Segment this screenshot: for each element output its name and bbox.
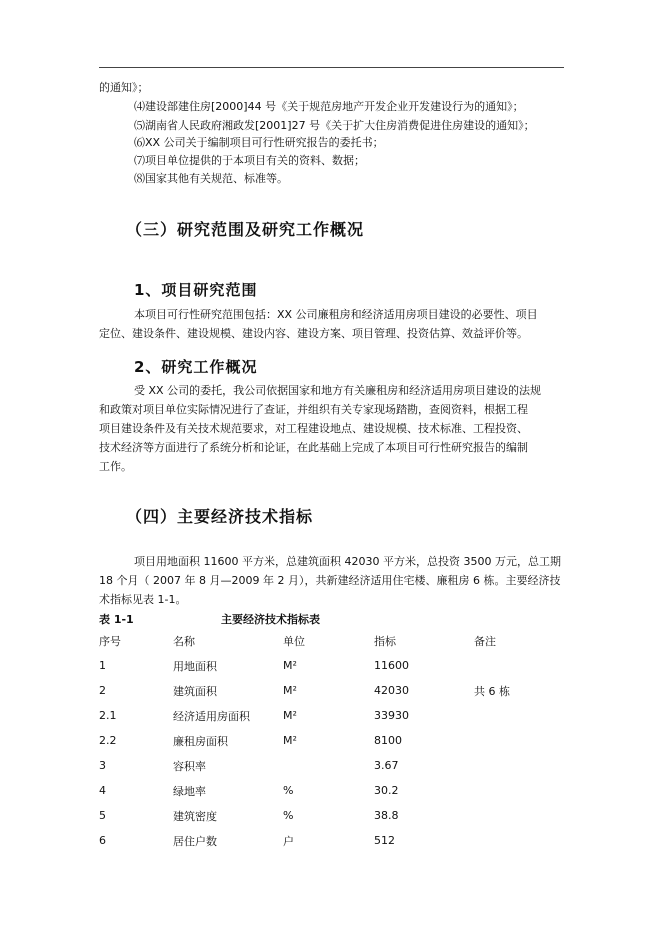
table-cell: % <box>283 784 294 797</box>
table-cell: 11600 <box>374 659 409 672</box>
table-row <box>99 753 554 778</box>
table-cell: 512 <box>374 834 395 847</box>
table-cell: 4 <box>99 784 106 797</box>
subsection-heading: 2、研究工作概况 <box>134 358 258 376</box>
table-cell <box>474 753 554 778</box>
table-row <box>99 828 554 853</box>
table-cell: 8100 <box>374 734 402 747</box>
table-cell: 廉租房面积 <box>173 734 228 748</box>
table-row <box>99 653 554 678</box>
table-row <box>99 678 554 703</box>
table-cell: 2.1 <box>99 709 117 722</box>
table-cell <box>283 753 374 778</box>
text-line: ⑷建设部建住房[2000]44 号《关于规范房地产开发企业开发建设行为的通知》； <box>134 100 524 113</box>
paragraph-line: 项目用地面积 11600 平方米，总建筑面积 42030 平方米，总投资 3500 万元，总工期 <box>134 555 561 568</box>
section-heading: （三）研究范围及研究工作概况 <box>126 220 365 239</box>
table-cell: M² <box>283 684 297 697</box>
table-cell <box>474 728 554 753</box>
paragraph-line: 项目建设条件及有关技术规范要求，对工程建设地点、建设规模、技术标准、工程投资、 <box>99 422 528 435</box>
header-cell: 名称 <box>173 634 195 648</box>
table-cell: 用地面积 <box>173 659 217 673</box>
table-title: 主要经济技术指标表 <box>221 613 320 626</box>
text-line: ⑺项目单位提供的于本项目有关的资料、数据； <box>134 154 365 167</box>
table-cell <box>474 803 554 828</box>
table-header-row <box>99 628 554 653</box>
text-line: ⑻国家其他有关规范、标准等。 <box>134 172 288 185</box>
table-cell: 2.2 <box>99 734 117 747</box>
table-cell: M² <box>283 709 297 722</box>
text-line: ⑹XX 公司关于编制项目可行性研究报告的委托书； <box>134 136 384 149</box>
paragraph-line: 工作。 <box>99 460 132 473</box>
table-row <box>99 778 554 803</box>
table-row <box>99 803 554 828</box>
table-cell <box>474 653 554 678</box>
paragraph-line: 和政策对项目单位实际情况进行了查证，并组织有关专家现场踏勘，查阅资料，根据工程 <box>99 403 528 416</box>
table-cell <box>474 778 554 803</box>
table-cell: 3.67 <box>374 759 399 772</box>
header-cell: 备注 <box>474 634 496 648</box>
table-cell: 6 <box>99 834 106 847</box>
paragraph <box>99 552 569 609</box>
table-cell: 3 <box>99 759 106 772</box>
header-rule <box>99 67 564 68</box>
paragraph-line: 定位、建设条件、建设规模、建设内容、建设方案、项目管理、投资估算、效益评价等。 <box>99 327 528 340</box>
table-cell: 绿地率 <box>173 784 206 798</box>
table-cell: 居住户数 <box>173 834 217 848</box>
paragraph-line: 受 XX 公司的委托，我公司依据国家和地方有关廉租房和经济适用房项目建设的法规 <box>134 384 542 397</box>
table-cell: 经济适用房面积 <box>173 709 250 723</box>
table-cell: 建筑密度 <box>173 809 217 823</box>
paragraph-line: 技术经济等方面进行了系统分析和论证，在此基础上完成了本项目可行性研究报告的编制 <box>99 441 528 454</box>
paragraph-line: 18 个月（ 2007 年 8 月—2009 年 2 月），共新建经济适用住宅楼、廉租房 6 栋。主要经济技 <box>99 574 561 587</box>
table-cell: 30.2 <box>374 784 399 797</box>
table-cell: 2 <box>99 684 106 697</box>
table-cell: 共 6 栋 <box>474 684 510 698</box>
text-line: ⑸湖南省人民政府湘政发[2001]27 号《关于扩大住房消费促进住房建设的通知》； <box>134 119 535 132</box>
table-cell: % <box>283 809 294 822</box>
section-heading: （四）主要经济技术指标 <box>126 507 314 526</box>
table-cell: 38.8 <box>374 809 399 822</box>
table-cell: M² <box>283 734 297 747</box>
table-cell: 42030 <box>374 684 409 697</box>
table-cell: 户 <box>283 834 294 848</box>
table-cell: 容积率 <box>173 759 206 773</box>
table-cell: M² <box>283 659 297 672</box>
subsection-heading: 1、项目研究范围 <box>134 281 258 299</box>
header-cell: 单位 <box>283 634 305 648</box>
paragraph-line: 术指标见表 1-1。 <box>99 593 187 606</box>
paragraph-line: 本项目可行性研究范围包括：XX 公司廉租房和经济适用房项目建设的必要性、项目 <box>134 308 538 321</box>
table-row <box>99 728 554 753</box>
text-line: 的通知》； <box>99 81 149 94</box>
header-cell: 序号 <box>99 634 121 648</box>
table-row <box>99 703 554 728</box>
table-caption <box>99 611 320 627</box>
table-cell: 1 <box>99 659 106 672</box>
paragraph <box>99 305 569 343</box>
paragraph <box>99 381 569 476</box>
indicator-table <box>99 628 554 853</box>
table-label: 表 1-1 <box>99 613 134 626</box>
header-cell: 指标 <box>374 634 396 648</box>
table-cell: 33930 <box>374 709 409 722</box>
table-cell: 建筑面积 <box>173 684 217 698</box>
table-cell: 5 <box>99 809 106 822</box>
table-cell <box>474 703 554 728</box>
table-cell <box>474 828 554 853</box>
